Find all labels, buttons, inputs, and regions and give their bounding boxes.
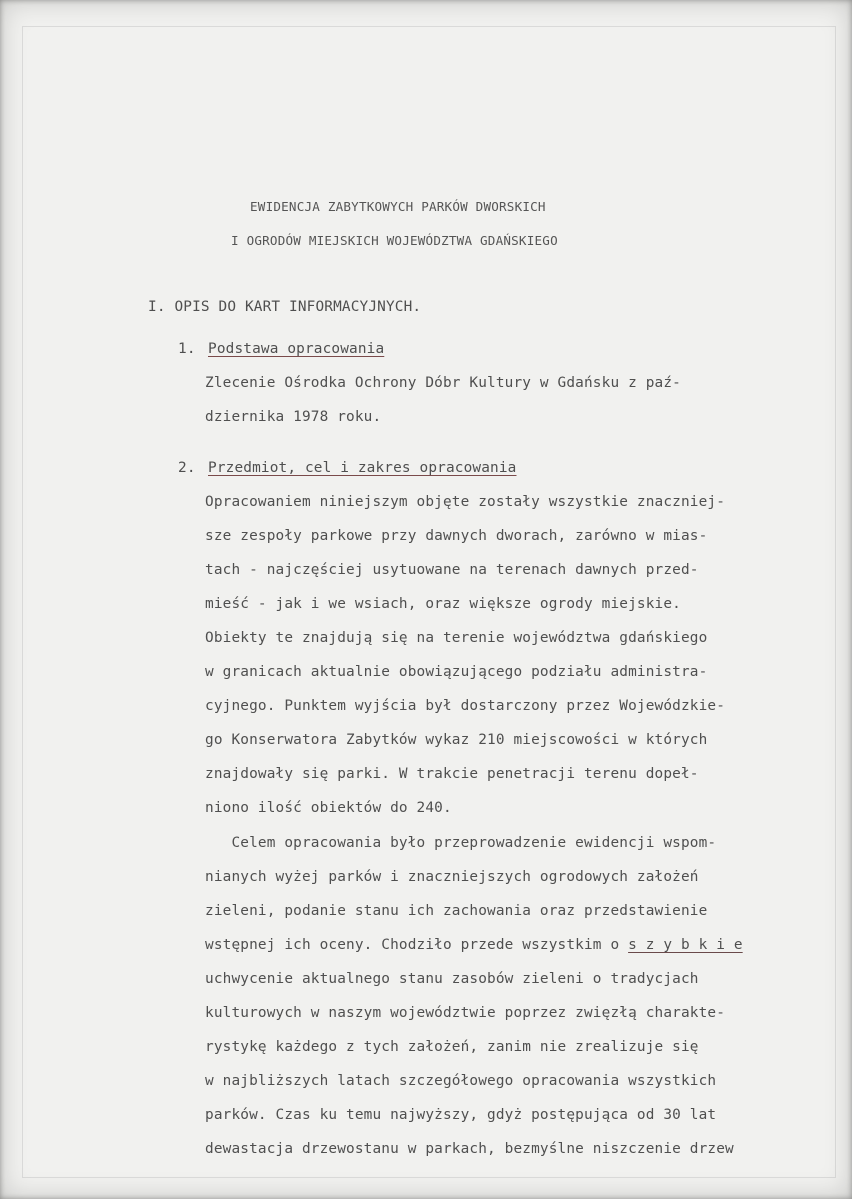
paragraph-line: w granicach aktualnie obowiązującego podziału administra-: [205, 664, 708, 680]
paragraph-line: tach - najczęściej usytuowane na terenach dawnych przed-: [205, 562, 699, 578]
paragraph-line: mieść - jak i we wsiach, oraz większe ogrody miejskie.: [205, 596, 681, 612]
paragraph-line: sze zespoły parkowe przy dawnych dworach, zarówno w mias-: [205, 528, 708, 544]
document-title-line-1: EWIDENCJA ZABYTKOWYCH PARKÓW DWORSKICH: [250, 199, 546, 214]
paragraph-line: rystykę każdego z tych założeń, zanim nie zrealizuje się: [205, 1039, 699, 1055]
document-title-line-2: I OGRODÓW MIEJSKICH WOJEWÓDZTWA GDAŃSKIEGO: [231, 233, 558, 248]
paragraph-text: wstępnej ich oceny. Chodziło przede wszystkim o: [205, 937, 629, 953]
paragraph-line-emphasis: [205, 937, 743, 953]
paragraph-line: Opracowaniem niniejszym objęte zostały wszystkie znaczniej-: [205, 494, 726, 510]
paragraph-line: nianych wyżej parków i znaczniejszych ogrodowych założeń: [205, 869, 699, 885]
paragraph-line: kulturowych w naszym województwie poprzez zwięzłą charakte-: [205, 1005, 726, 1021]
paragraph-line: cyjnego. Punktem wyjścia był dostarczony przez Wojewódzkie-: [205, 698, 726, 714]
paragraph-line: uchwycenie aktualnego stanu zasobów zieleni o tradycjach: [205, 971, 699, 987]
item-2-number: 2.: [178, 460, 196, 476]
emphasized-word: s z y b k i e: [628, 937, 743, 953]
item-1-text-line: Zlecenie Ośrodka Ochrony Dóbr Kultury w Gdańsku z paź-: [205, 375, 681, 391]
paragraph-line: go Konserwatora Zabytków wykaz 210 miejscowości w których: [205, 732, 708, 748]
item-2-heading: Przedmiot, cel i zakres opracowania: [208, 460, 517, 476]
paragraph-line: Celem opracowania było przeprowadzenie ewidencji wspom-: [205, 835, 717, 851]
paragraph-line: znajdowały się parki. W trakcie penetracji terenu dopeł-: [205, 766, 699, 782]
paragraph-line: Obiekty te znajdują się na terenie województwa gdańskiego: [205, 630, 708, 646]
item-1-heading: Podstawa opracowania: [208, 341, 385, 357]
paragraph-line: zieleni, podanie stanu ich zachowania oraz przedstawienie: [205, 903, 708, 919]
paragraph-line: w najbliższych latach szczegółowego opracowania wszystkich: [205, 1073, 717, 1089]
section-heading: I. OPIS DO KART INFORMACYJNYCH.: [148, 299, 422, 315]
item-1-text-line: dziernika 1978 roku.: [205, 409, 382, 425]
paragraph-line: niono ilość obiektów do 240.: [205, 800, 452, 816]
item-1-number: 1.: [178, 341, 196, 357]
paragraph-line: parków. Czas ku temu najwyższy, gdyż postępująca od 30 lat: [205, 1107, 717, 1123]
paragraph-line: dewastacja drzewostanu w parkach, bezmyślne niszczenie drzew: [205, 1141, 734, 1157]
